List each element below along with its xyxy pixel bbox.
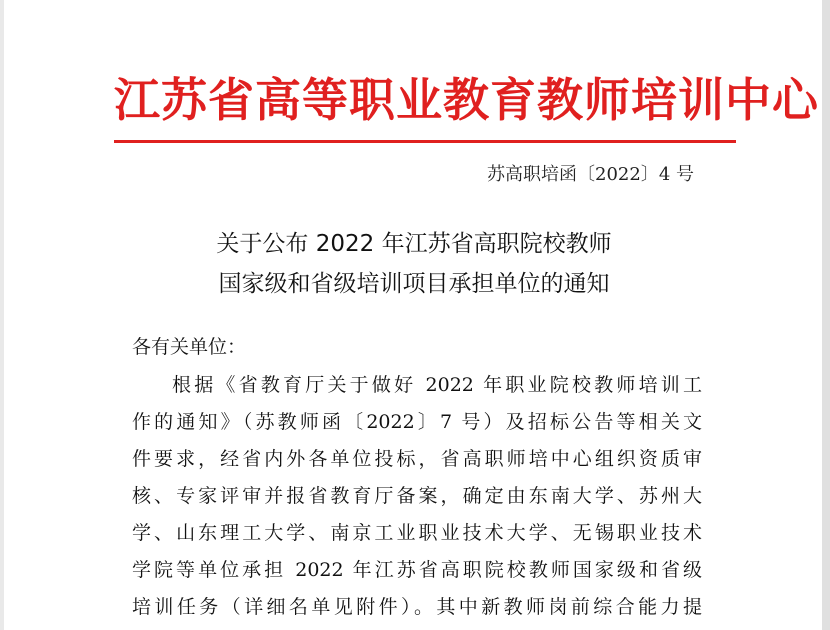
org-header-title: 江苏省高等职业教育教师培训中心 — [114, 73, 819, 127]
scrollbar[interactable] — [822, 0, 830, 630]
body-line-2: 作的通知》（苏教师函〔2022〕7 号）及招标公告等相关文 — [132, 411, 702, 433]
body-line-3: 件要求，经省内外各单位投标，省高职师培中心组织资质审 — [132, 448, 702, 470]
body-line-6: 学院等单位承担 2022 年江苏省高职院校教师国家级和省级 — [132, 559, 702, 581]
document-page — [4, 0, 822, 630]
body-line-7: 培训任务（详细名单见附件）。其中新教师岗前综合能力提 — [132, 596, 702, 618]
body-line-4: 核、专家评审并报省教育厅备案，确定由东南大学、苏州大 — [132, 485, 702, 507]
body-line-5: 学、山东理工大学、南京工业职业技术大学、无锡职业技术 — [132, 522, 702, 544]
notice-title-line-1: 关于公布 2022 年江苏省高职院校教师 — [216, 231, 612, 257]
notice-title-line-2: 国家级和省级培训项目承担单位的通知 — [218, 271, 610, 297]
salutation: 各有关单位： — [132, 336, 247, 358]
header-red-rule — [114, 140, 736, 143]
body-line-1: 根据《省教育厅关于做好 2022 年职业院校教师培训工 — [172, 374, 702, 396]
document-number: 苏高职培函〔2022〕4 号 — [487, 164, 694, 185]
